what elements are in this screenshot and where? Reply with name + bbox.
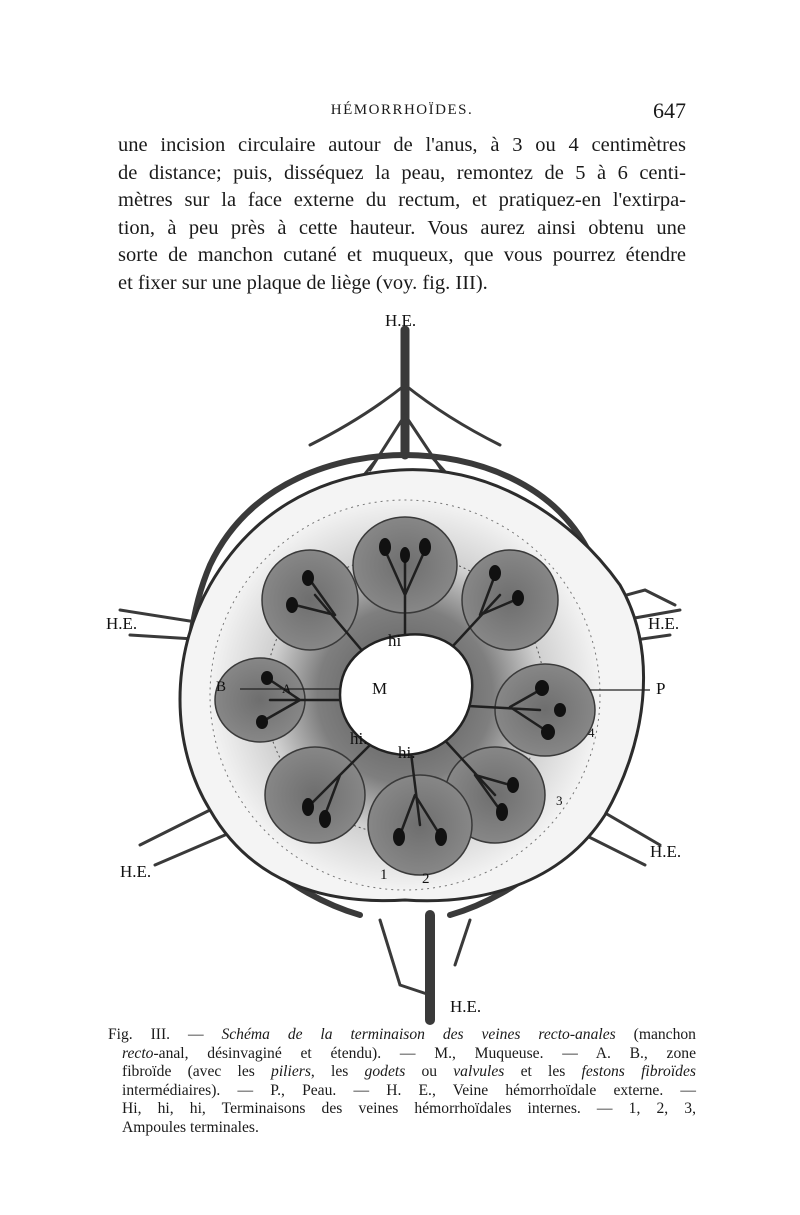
label-3: 3: [556, 793, 563, 808]
label-m: M: [372, 679, 388, 698]
label-he-bottom-left: H.E.: [120, 862, 152, 881]
label-he-bottom: H.E.: [450, 997, 482, 1016]
caption-italic-term: recto: [122, 1044, 154, 1062]
label-b: B: [216, 679, 227, 695]
label-he-bottom-right: H.E.: [650, 842, 682, 861]
caption-italic-term: festons fibroïdes: [581, 1063, 696, 1081]
label-1: 1: [380, 867, 388, 883]
caption-text: fibroïde (avec les: [122, 1063, 255, 1081]
figure-illustration: [100, 305, 700, 1025]
caption-italic-term: piliers: [271, 1063, 311, 1081]
label-hi-left: hi.: [350, 729, 368, 748]
caption-text: intermédiaires). — P., Peau. — H. E., Veine hémorrhoïdale externe. —: [122, 1081, 696, 1099]
page-number: 647: [653, 98, 686, 123]
body-line: et fixer sur une plaque de liège (voy. fig. III).: [118, 271, 488, 294]
body-paragraph: [118, 132, 686, 298]
label-p: P: [656, 679, 666, 698]
caption-text: ou: [421, 1063, 438, 1081]
body-line: sorte de manchon cutané et muqueux, que vous pourrez étendre: [118, 244, 686, 267]
body-line: mètres sur la face externe du rectum, et pratiquez-en l'extirpa-: [118, 189, 686, 212]
anatomical-figure: [100, 305, 700, 1025]
caption-text: Hi, hi, hi, Terminaisons des veines hémorrhoïdales internes. — 1, 2, 3,: [122, 1100, 696, 1118]
label-hi-bottom: hi.: [398, 743, 416, 762]
label-he-top: H.E.: [385, 311, 417, 330]
caption-title: Schéma de la terminaison des veines recto-anales: [221, 1026, 616, 1043]
label-2: 2: [422, 871, 430, 887]
label-4: 4: [588, 725, 595, 740]
body-line: tion, à peu près à cette hauteur. Vous aurez ainsi obtenu une: [118, 216, 686, 239]
caption-text: , les: [310, 1063, 349, 1081]
caption-text: -anal, désinvaginé et étendu). — M., Muqueuse. — A. B., zone: [153, 1044, 696, 1062]
running-title: HÉMORRHOÏDES.: [330, 102, 474, 118]
figure-caption: [108, 1026, 696, 1138]
caption-italic-term: godets: [364, 1063, 406, 1081]
caption-text: (manchon: [633, 1026, 696, 1043]
running-head: [118, 98, 686, 126]
body-line: de distance; puis, disséquez la peau, remontez de 5 à 6 centi-: [118, 161, 686, 184]
caption-text: et les: [520, 1063, 566, 1081]
label-hi-top: hi: [388, 631, 402, 650]
caption-fig-number: Fig. III. —: [108, 1026, 204, 1043]
caption-text: Ampoules terminales.: [122, 1118, 259, 1136]
body-line: une incision circulaire autour de l'anus, à 3 ou 4 centimètres: [118, 134, 686, 156]
label-he-right: H.E.: [648, 614, 680, 633]
label-a: A: [282, 681, 292, 696]
label-he-left: H.E.: [106, 614, 138, 633]
caption-italic-term: valvules: [453, 1063, 505, 1081]
